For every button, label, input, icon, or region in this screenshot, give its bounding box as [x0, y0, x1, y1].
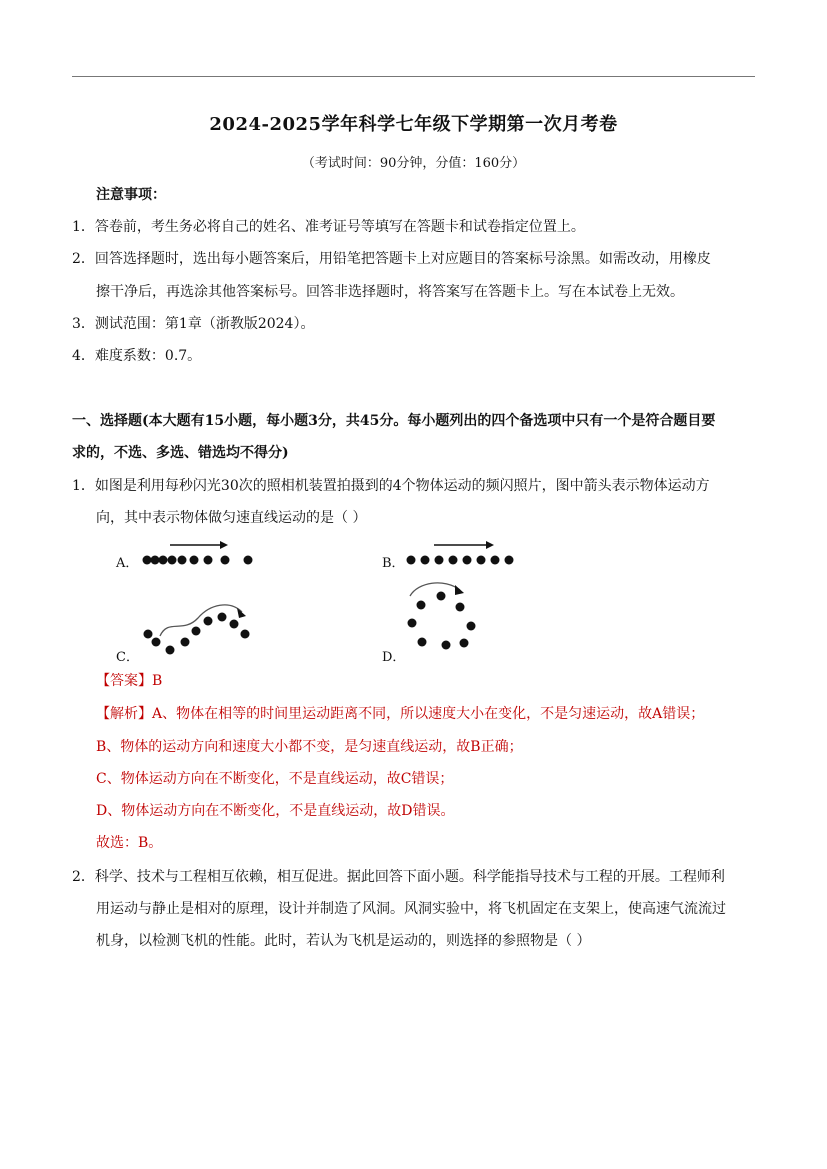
note-item-2-cont: 擦干净后，再选涂其他答案标号。回答非选择题时，将答案写在答题卡上。写在本试卷上无效。 [96, 284, 684, 300]
analysis-text-a: A、物体在相等的时间里运动距离不同，所以速度大小在变化，不是匀速运动，故A错误； [152, 706, 705, 722]
option-c-dot [144, 630, 153, 639]
q1-analysis-line4: D、物体运动方向在不断变化，不是直线运动，故D错误。 [96, 803, 455, 819]
option-d-dot [442, 641, 451, 650]
option-b-dot [477, 556, 486, 565]
option-d-dot [417, 601, 426, 610]
option-d-arrow-curve [410, 583, 460, 596]
option-b-dot [505, 556, 514, 565]
option-b-label: B． [382, 556, 405, 571]
answer-value: B [152, 673, 163, 689]
option-d-dot [437, 592, 446, 601]
option-c-dot [152, 638, 161, 647]
option-c-dot [218, 613, 227, 622]
option-b-dot [435, 556, 444, 565]
option-a-dot [178, 556, 187, 565]
option-d-dot [467, 622, 476, 631]
option-c-dot [230, 620, 239, 629]
q1-stem-line2: 向，其中表示物体做匀速直线运动的是（ ） [96, 510, 367, 526]
option-a-dot [159, 556, 168, 565]
header-rule [72, 76, 755, 77]
option-c-dot [241, 630, 250, 639]
option-c-arrow-curve [160, 605, 242, 636]
option-c-arrow-head [237, 608, 246, 618]
option-d-dot [418, 638, 427, 647]
section-heading-line1: 一、选择题(本大题有15小题，每小题3分，共45分。每小题列出的四个备选项中只有一个是符合题目要 [72, 413, 716, 429]
option-a-dot [204, 556, 213, 565]
q1-conclusion: 故选：B。 [96, 835, 163, 851]
option-b-dot [421, 556, 430, 565]
option-c-dot [204, 617, 213, 626]
q2-stem-line3: 机身，以检测飞机的性能。此时，若认为飞机是运动的，则选择的参照物是（ ） [96, 933, 591, 949]
option-c-dot [181, 638, 190, 647]
q2-stem-line2: 用运动与静止是相对的原理，设计并制造了风洞。风洞实验中，将飞机固定在支架上，使高速气流流过 [96, 901, 726, 917]
exam-title: 2024-2025学年科学七年级下学期第一次月考卷 [209, 114, 618, 135]
option-a-label: A． [116, 556, 139, 571]
analysis-tag: 【解析】 [96, 706, 152, 722]
option-a-arrow-head [220, 541, 228, 549]
option-b-arrow-head [486, 541, 494, 549]
option-b-figure [402, 538, 522, 568]
section-heading-line2: 求的，不选、多选、错选均不得分) [72, 445, 289, 461]
option-a-dot [168, 556, 177, 565]
exam-subtitle: （考试时间：90分钟，分值：160分） [301, 156, 526, 171]
option-d-label: D． [382, 650, 406, 665]
option-d-arrow-head [455, 585, 464, 595]
option-b-dot [463, 556, 472, 565]
option-b-dot [407, 556, 416, 565]
option-d-dot [456, 603, 465, 612]
option-c-label: C． [116, 650, 139, 665]
option-c-dot [166, 646, 175, 655]
option-a-dot [151, 556, 160, 565]
option-c-dot [192, 627, 201, 636]
note-item-3: 3．测试范围：第1章（浙教版2024）。 [72, 316, 315, 332]
option-b-dot [449, 556, 458, 565]
notes-heading: 注意事项： [96, 187, 166, 203]
q1-analysis-line2: B、物体的运动方向和速度大小都不变，是匀速直线运动，故B正确； [96, 739, 523, 755]
option-b-dot [491, 556, 500, 565]
answer-tag: 【答案】 [96, 673, 152, 689]
option-d-dot [460, 639, 469, 648]
option-a-figure [138, 538, 263, 568]
q1-analysis-line3: C、物体运动方向在不断变化，不是直线运动，故C错误； [96, 771, 454, 787]
note-item-4: 4．难度系数：0.7。 [72, 348, 202, 364]
option-d-figure [402, 574, 482, 654]
option-c-figure [138, 596, 253, 658]
q1-analysis-line1 [96, 703, 704, 723]
q2-stem-line1: 2．科学、技术与工程相互依赖，相互促进。据此回答下面小题。科学能指导技术与工程的开展。工程师利 [72, 869, 725, 885]
q1-answer [96, 670, 162, 690]
option-a-dot [244, 556, 253, 565]
option-d-dot [408, 619, 417, 628]
note-item-1: 1．答卷前，考生务必将自己的姓名、准考证号等填写在答题卡和试卷指定位置上。 [72, 219, 585, 235]
option-a-dot [190, 556, 199, 565]
q1-stem-line1: 1．如图是利用每秒闪光30次的照相机装置拍摄到的4个物体运动的频闪照片，图中箭头表示物体运动方 [72, 478, 710, 494]
note-item-2: 2．回答选择题时，选出每小题答案后，用铅笔把答题卡上对应题目的答案标号涂黑。如需改动，用橡皮 [72, 251, 711, 267]
option-a-dot [221, 556, 230, 565]
option-a-dot [143, 556, 152, 565]
